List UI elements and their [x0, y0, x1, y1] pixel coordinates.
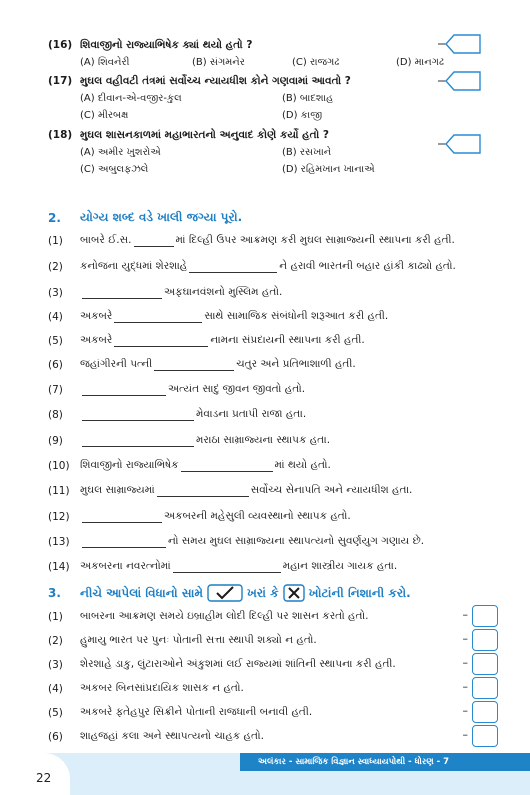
option-b: (B) રસખાને [282, 147, 332, 158]
row-text-before: અકબરના નવરત્નોમાં [80, 560, 171, 572]
statement-text: અકબરે ફતેહપુર સિક્રીને પોતાની રાજધાની બનાવી હતી. [80, 706, 313, 718]
row-text-before: મુઘલ સામ્રાજ્યમાં [80, 484, 155, 496]
true-false-row-5 [48, 703, 498, 719]
answer-box-17[interactable] [438, 70, 482, 92]
row-text-before: બાબરે ઈ.સ. [80, 234, 132, 246]
row-number: (6) [48, 359, 63, 371]
dash-separator: – [462, 656, 468, 669]
row-text-after: અત્યંત સાદું જીવન જીવતો હતો. [168, 383, 306, 395]
row-number: (6) [48, 731, 63, 743]
fill-blank-row-7 [48, 380, 498, 396]
fill-blank-row-14 [48, 557, 498, 573]
section-number: 2. [48, 210, 61, 225]
statement-text: શાહજહાં કલા અને સ્થાપત્યનો ચાહક હતો. [80, 730, 264, 742]
option-c: (C) મીરબક્ષ [80, 110, 129, 121]
option-c: (C) રાજગઢ [292, 57, 340, 68]
answer-box-tf-3[interactable] [472, 653, 498, 675]
mcq-question-17 [48, 72, 460, 124]
answer-blank[interactable] [114, 334, 208, 347]
footer-title-strip [240, 753, 530, 771]
mcq-question-16 [48, 36, 460, 71]
cross-icon [283, 584, 305, 602]
dash-separator: – [462, 608, 468, 621]
fill-blank-row-6 [48, 355, 498, 371]
row-number: (2) [48, 635, 63, 647]
row-number: (1) [48, 235, 63, 247]
answer-blank[interactable] [82, 408, 194, 421]
fill-blank-row-2 [48, 257, 498, 273]
answer-blank[interactable] [82, 434, 194, 447]
row-number: (5) [48, 707, 63, 719]
option-a: (A) દીવાન-એ-વજીર-કુલ [80, 93, 182, 104]
row-number: (9) [48, 435, 63, 447]
option-d: (D) રહિમખાન ખાનાએ [282, 164, 375, 175]
answer-blank[interactable] [114, 310, 202, 323]
fill-blank-row-12 [48, 507, 498, 523]
option-b: (B) સંગમનેર [192, 57, 245, 68]
row-number: (4) [48, 311, 63, 323]
statement-text: હુમાયુ ભારત પર પુનઃ પોતાની સત્તા સ્થાપી શક્યો ન હતો. [80, 634, 317, 646]
row-text-before: અકબરે [80, 334, 113, 346]
answer-blank[interactable] [134, 234, 174, 247]
section-3-heading [48, 584, 411, 602]
tick-label: ખરાં કે [246, 585, 279, 600]
row-text-after: માં થયો હતો. [274, 459, 331, 471]
section-2-heading [48, 210, 242, 225]
statement-text: શેરશાહે ડાકુ, લુંટારાઓને અંકુશમાં લઈ રાજ્યમાં શાંતિની સ્થાપના કરી હતી. [80, 658, 396, 670]
row-text-after: અફઘાનવંશનો મુસ્લિમ હતો. [164, 286, 283, 298]
row-number: (8) [48, 409, 63, 421]
row-text-before: કનોજના યુદ્ધમાં શેરશાહે [80, 260, 188, 272]
fill-blank-row-10 [48, 456, 498, 472]
footer-page-tab [0, 753, 70, 795]
page-footer [0, 753, 530, 795]
fill-blank-row-11 [48, 481, 498, 497]
statement-text: બાબરના આક્રમણ સમયે ઇબ્રાહીમ લોદી દિલ્હી પર શાસન કરતો હતો. [80, 610, 369, 622]
true-false-row-1 [48, 607, 498, 623]
row-number: (11) [48, 485, 70, 497]
row-number: (4) [48, 683, 63, 695]
tick-icon [207, 584, 243, 602]
row-text-after: મેવાડના પ્રતાપી રાજા હતા. [196, 408, 307, 420]
row-text-before: અકબરે [80, 310, 113, 322]
row-text-after: મહાન શાસ્ત્રીય ગાયક હતા. [282, 560, 398, 572]
dash-separator: – [462, 704, 468, 717]
row-number: (1) [48, 611, 63, 623]
option-d: (D) કાજી [282, 110, 323, 121]
section-title [80, 584, 411, 602]
cross-label: ખોટાંની નિશાની કરો. [308, 585, 411, 600]
true-false-row-6 [48, 727, 498, 743]
answer-blank[interactable] [189, 260, 277, 273]
row-text-before: શિવાજીનો રાજ્યાભિષેક [80, 459, 179, 471]
option-a: (A) અમીર ખુશરોએ [80, 147, 161, 158]
statement-text: અકબર બિનસાંપ્રદાયિક શાસક ન હતો. [80, 682, 244, 694]
row-number: (12) [48, 511, 70, 523]
question-number: (16) [48, 39, 73, 51]
row-text-after: સાથે સામાજિક સંબંધોની શરૂઆત કરી હતી. [204, 310, 389, 322]
fill-blank-row-13 [48, 532, 498, 548]
fill-blank-row-3 [48, 283, 498, 299]
section-title: યોગ્ય શબ્દ વડે ખાલી જગ્યા પૂરો. [80, 210, 243, 224]
row-number: (3) [48, 287, 63, 299]
row-text-after: નો સમય મુઘલ સામ્રાજ્યના સ્થાપત્યનો સુવર્ણયુગ ગણાય છે. [168, 535, 425, 547]
answer-box-18[interactable] [438, 133, 482, 155]
dash-separator: – [462, 632, 468, 645]
row-number: (5) [48, 335, 63, 347]
dash-separator: – [462, 680, 468, 693]
option-a: (A) શિવનેરી [80, 57, 130, 68]
true-false-row-3 [48, 655, 498, 671]
fill-blank-row-4 [48, 307, 498, 323]
row-text-after: ચતુર અને પ્રતિભાશાળી હતી. [236, 358, 356, 370]
question-text: શિવાજીનો રાજ્યાભિષેક ક્યાં થયો હતો ? [80, 38, 253, 51]
answer-box-tf-2[interactable] [472, 629, 498, 651]
answer-blank[interactable] [82, 510, 162, 523]
answer-box-tf-6[interactable] [472, 725, 498, 747]
option-b: (B) બાદશાહ [282, 93, 334, 104]
row-text-after: સર્વોચ્ચ સેનાપતિ અને ન્યાયધીશ હતા. [250, 484, 413, 496]
question-number: (17) [48, 75, 73, 87]
fill-blank-row-1 [48, 231, 498, 247]
question-text: મુઘલ શાસનકાળમાં મહાભારતનો અનુવાદ કોણે કર્યો હતો ? [80, 128, 329, 141]
answer-box-tf-4[interactable] [472, 677, 498, 699]
true-false-row-2 [48, 631, 498, 647]
section-number: 3. [48, 586, 61, 600]
answer-blank[interactable] [157, 484, 249, 497]
question-text: મુઘલ વહીવટી તંત્રમાં સર્વોચ્ચ ન્યાયધીશ કોને ગણવામાં આવતો ? [80, 74, 351, 87]
fill-blank-row-5 [48, 331, 498, 347]
row-text-after: માં દિલ્હી ઉપર આક્રમણ કરી મુઘલ સામ્રાજ્યની સ્થાપના કરી હતી. [175, 234, 455, 246]
answer-box-tf-5[interactable] [472, 701, 498, 723]
row-text-after: અકબરની મહેસુલી વ્યવસ્થાનો સ્થાપક હતો. [164, 510, 351, 522]
mcq-question-18 [48, 126, 460, 178]
question-number: (18) [48, 129, 73, 141]
row-number: (14) [48, 561, 70, 573]
row-number: (10) [48, 460, 70, 472]
row-text-after: ને હરાવી ભારતની બહાર હાંકી કાઢ્યો હતો. [279, 260, 456, 272]
option-d: (D) માનગઢ [396, 57, 444, 68]
fill-blank-row-8 [48, 405, 498, 421]
section-title-text: નીચે આપેલાં વિધાનો સામે [80, 585, 203, 600]
answer-box-16[interactable] [438, 33, 482, 55]
row-text-after: નામના સંપ્રદાયની સ્થાપના કરી હતી. [210, 334, 365, 346]
row-number: (2) [48, 261, 63, 273]
row-text-before: જહાંગીરની પત્ની [80, 358, 153, 370]
row-number: (13) [48, 536, 70, 548]
true-false-row-4 [48, 679, 498, 695]
row-text-after: મરાઠા સામ્રાજ્યના સ્થાપક હતા. [196, 434, 331, 446]
answer-blank[interactable] [173, 560, 281, 573]
answer-blank[interactable] [82, 383, 166, 396]
answer-blank[interactable] [181, 459, 273, 472]
answer-blank[interactable] [82, 286, 162, 299]
answer-blank[interactable] [82, 535, 166, 548]
option-c: (C) અબુલફઝલે [80, 164, 149, 175]
answer-blank[interactable] [154, 358, 234, 371]
dash-separator: – [462, 728, 468, 741]
fill-blank-row-9 [48, 431, 498, 447]
footer-title: અલંકાર - સામાજિક વિજ્ઞાન સ્વાધ્યાયપોથી - ધોરણ - 7 [258, 757, 450, 767]
page-number: 22 [36, 771, 52, 785]
answer-box-tf-1[interactable] [472, 605, 498, 627]
row-number: (7) [48, 384, 63, 396]
row-number: (3) [48, 659, 63, 671]
